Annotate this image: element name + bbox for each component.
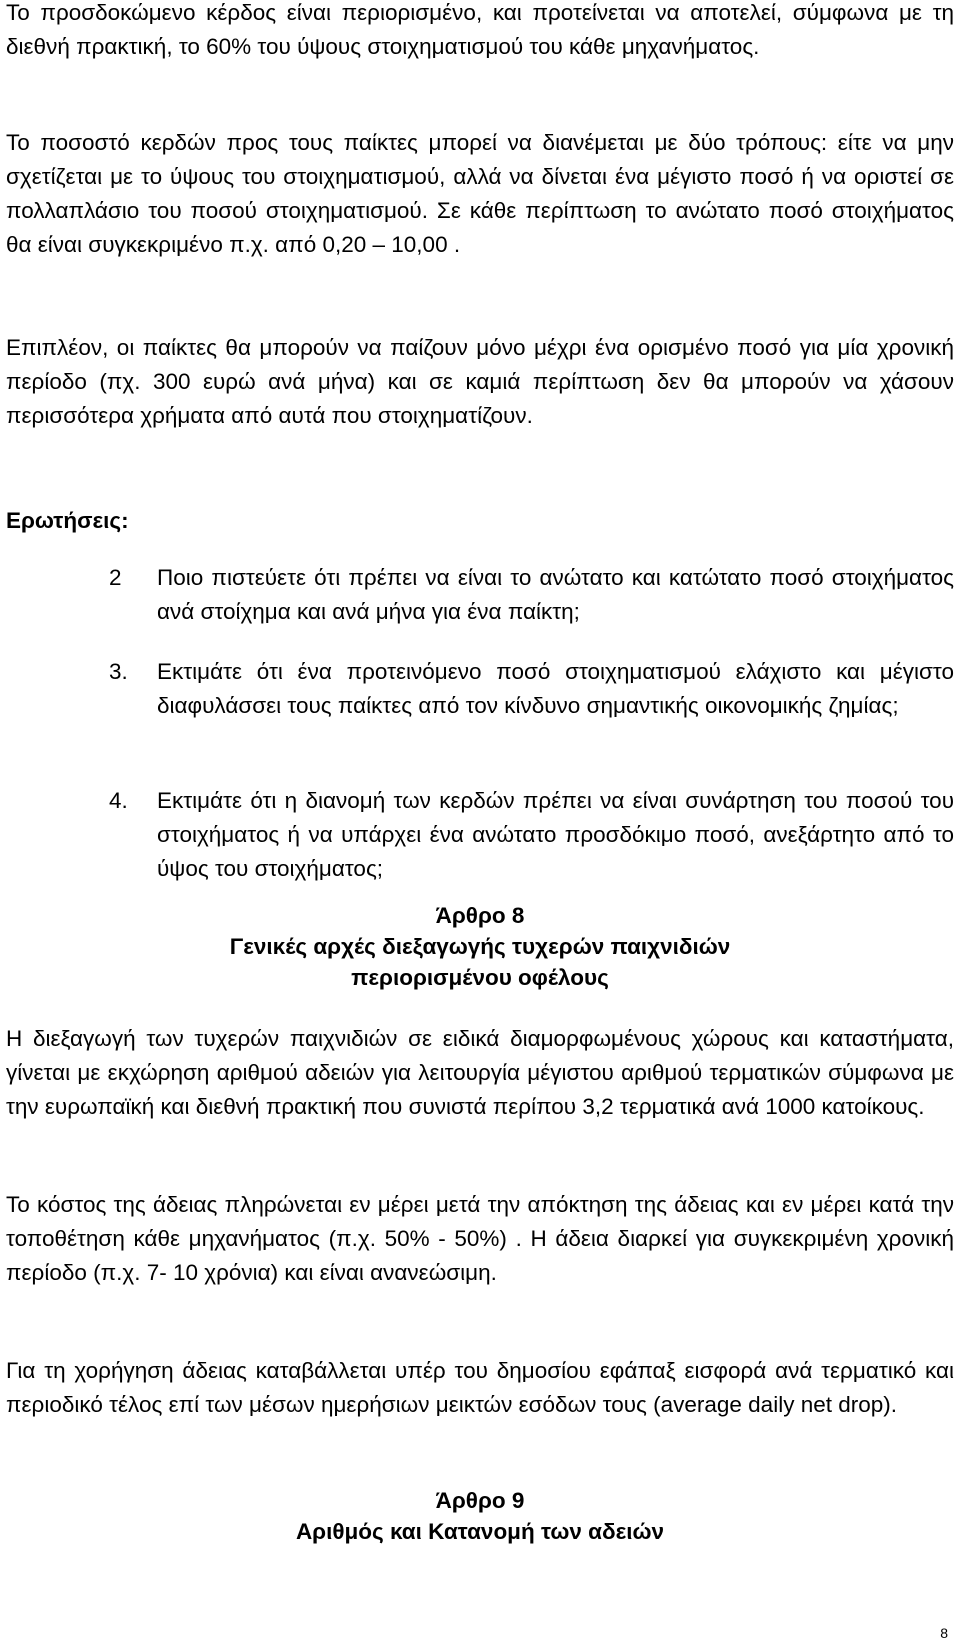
paragraph-license-cost: Το κόστος της άδειας πληρώνεται εν μέρει μετά την απόκτηση της άδειας και εν μέρει κατά την τοποθέτηση κάθε μηχανήματος (π.χ. 50% - 50%) . Η άδεια διαρκεί για συγκεκριμένη χρονική περίοδο (π.χ. 7- 10 χρόνια) και είναι ανανεώσιμη. <box>6 1192 954 1285</box>
article-9-heading <box>6 1485 954 1547</box>
question-text: Εκτιμάτε ότι η διανομή των κερδών πρέπει να είναι συνάρτηση του ποσού του στοιχήματος ή να υπάρχει ένα ανώτατο προσδόκιμο ποσό, ανεξάρτητο από το ύψος του στοιχήματος; <box>157 788 954 881</box>
paragraph-license-fee: Για τη χορήγηση άδειας καταβάλλεται υπέρ του δημοσίου εφάπαξ εισφορά ανά τερματικό και περιοδικό τέλος επί των μέσων ημερήσιων μεικτών εσόδων τους (average daily net drop). <box>6 1358 954 1417</box>
article-8-heading <box>6 900 954 993</box>
questions-heading: Ερωτήσεις: <box>6 508 129 533</box>
paragraph-expected-profit: Το προσδοκώμενο κέρδος είναι περιορισμένο, και προτείνεται να αποτελεί, σύμφωνα με τη διεθνή πρακτική, το 60% του ύψους στοιχηματισμού του κάθε μηχανήματος. <box>6 0 954 59</box>
question-text: Εκτιμάτε ότι ένα προτεινόμενο ποσό στοιχηματισμού ελάχιστο και μέγιστο διαφυλάσσει τους παίκτες από τον κίνδυνο σημαντικής οικονομικής ζημίας; <box>157 659 954 718</box>
question-item <box>6 784 954 886</box>
question-item <box>6 561 954 629</box>
question-number: 4. <box>109 788 128 813</box>
page-number: 8 <box>940 1625 948 1641</box>
article-title-line: περιορισμένου οφέλους <box>351 965 609 990</box>
question-text: Ποιο πιστεύετε ότι πρέπει να είναι το ανώτατο και κατώτατο ποσό στοιχήματος ανά στοίχημα και ανά μήνα για ένα παίκτη; <box>157 565 954 624</box>
paragraph-licensing: Η διεξαγωγή των τυχερών παιχνιδιών σε ειδικά διαμορφωμένους χώρους και καταστήματα, γίνεται με εκχώρηση αριθμού αδειών για λειτουργία μέγιστου αριθμού τερματικών σύμφωνα με την ευρωπαϊκή και διεθνή πρακτική που συνιστά περίπου 3,2 τερματικά ανά 1000 κατοίκους. <box>6 1026 954 1119</box>
question-number: 2 <box>109 565 122 590</box>
article-title-line: Αριθμός και Κατανομή των αδειών <box>295 1519 665 1544</box>
article-title-line: Γενικές αρχές διεξαγωγής τυχερών παιχνιδιών <box>229 934 731 959</box>
article-number: Άρθρο 9 <box>435 1488 525 1513</box>
question-number: 3. <box>109 659 128 684</box>
question-item <box>6 655 954 723</box>
article-number: Άρθρο 8 <box>435 903 525 928</box>
paragraph-player-limits: Επιπλέον, οι παίκτες θα μπορούν να παίζουν μόνο μέχρι ένα ορισμένο ποσό για μία χρονική περίοδο (πχ. 300 ευρώ ανά μήνα) και σε καμιά περίπτωση δεν θα μπορούν να χάσουν περισσότερα χρήματα από αυτά που στοιχηματίζουν. <box>6 335 954 428</box>
paragraph-profit-distribution: Το ποσοστό κερδών προς τους παίκτες μπορεί να διανέμεται με δύο τρόπους: είτε να μην σχετίζεται με το ύψους του στοιχηματισμού, αλλά να δίνεται ένα μέγιστο ποσό ή να οριστεί σε πολλαπλάσιο του ποσού στοιχηματισμού. Σε κάθε περίπτωση το ανώτατο ποσό στοιχήματος θα είναι συγκεκριμένο π.χ. από 0,20 – 10,00 . <box>6 130 954 257</box>
